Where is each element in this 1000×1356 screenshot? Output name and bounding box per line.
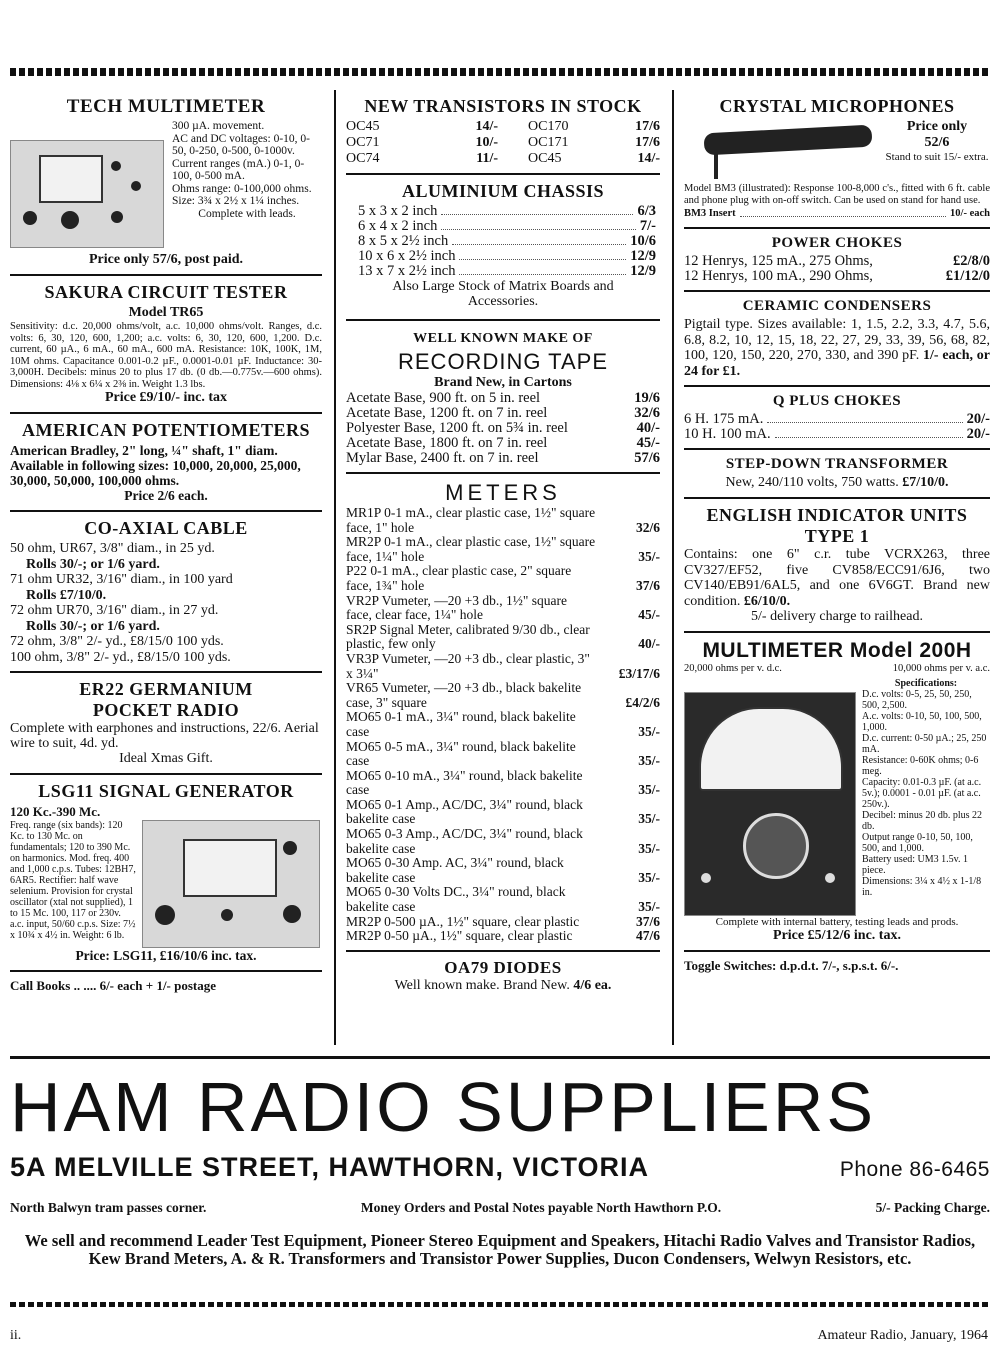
transistor-name: OC45 bbox=[528, 151, 562, 166]
condensers-title: CERAMIC CONDENSERS bbox=[742, 298, 932, 314]
coax-line: Rolls £7/10/0. bbox=[26, 587, 107, 603]
choke-price: £1/12/0 bbox=[945, 268, 990, 284]
meter-row bbox=[346, 652, 660, 681]
qplus-desc: 6 H. 175 mA. bbox=[684, 411, 764, 427]
chassis-row bbox=[358, 264, 656, 279]
chassis-size: 8 x 5 x 2½ inch bbox=[358, 233, 449, 249]
power-chokes-title: POWER CHOKES bbox=[771, 235, 903, 251]
chassis-price: 12/9 bbox=[630, 248, 656, 264]
call-books: Call Books .. .... 6/- each + 1/- postage bbox=[10, 978, 217, 993]
business-phone: Phone 86-6465 bbox=[839, 1158, 990, 1181]
transistor-name: OC171 bbox=[528, 135, 569, 150]
meter-row bbox=[346, 681, 660, 710]
meter-price: 45/- bbox=[638, 607, 660, 623]
transistor-name: OC45 bbox=[346, 119, 380, 134]
chassis-size: 13 x 7 x 2½ inch bbox=[358, 263, 456, 279]
meter-desc: VR65 Vumeter, —20 +3 db., black bakelite case, 3" square bbox=[346, 680, 582, 710]
spec-line: D.c. volts: 0-5, 25, 50, 250, 500, 2,500. bbox=[862, 689, 972, 711]
column-left bbox=[10, 90, 322, 994]
multimeter-200h-image bbox=[684, 692, 856, 916]
column-middle bbox=[346, 90, 660, 994]
meter-desc: MO65 0-1 mA., 3¼" round, black bakelite case bbox=[346, 709, 576, 739]
tech-spec-current: Current ranges (mA.) 0-1, 0-100, 0-500 mA. bbox=[172, 157, 305, 182]
mic-stand: Stand to suit 15/- extra. bbox=[885, 151, 989, 163]
column-divider bbox=[672, 90, 674, 1045]
sakura-price: Price £9/10/- inc. tax bbox=[104, 390, 228, 405]
meter-price: 35/- bbox=[638, 753, 660, 769]
tech-multimeter-title: TECH MULTIMETER bbox=[66, 96, 266, 117]
tape-price: 19/6 bbox=[634, 390, 660, 406]
mic-price: 52/6 bbox=[924, 135, 950, 150]
coax-title: CO-AXIAL CABLE bbox=[84, 518, 248, 538]
transistor-price: 10/- bbox=[475, 135, 498, 150]
meter-desc: MO65 0-10 mA., 3¼" round, black bakelite case bbox=[346, 767, 583, 798]
coax-line: 50 ohm, UR67, 3/8" diam., in 25 yd. bbox=[10, 541, 215, 556]
column-divider bbox=[334, 90, 336, 1045]
journal-citation: Amateur Radio, January, 1964 bbox=[817, 1328, 988, 1343]
transistors-title: NEW TRANSISTORS IN STOCK bbox=[364, 96, 642, 116]
meter-price: 35/- bbox=[638, 548, 660, 564]
packing-charge: 5/- Packing Charge. bbox=[875, 1200, 990, 1215]
toggle-switches: Toggle Switches: d.p.d.t. 7/-, s.p.s.t. 6/-. bbox=[684, 958, 899, 973]
spec-line: Battery used: UM3 1.5v. 1 piece. bbox=[862, 854, 969, 876]
tech-spec-size: Size: 3¾ x 2½ x 1¼ inches. bbox=[172, 195, 300, 207]
qplus-title: Q PLUS CHOKES bbox=[772, 393, 902, 409]
tape-row bbox=[346, 391, 660, 406]
tech-spec-voltages: AC and DC voltages: 0-10, 0-50, 0-250, 0-500, 0-1000v. bbox=[172, 132, 310, 157]
multimeter-200h-complete: Complete with internal battery, testing leads and prods. bbox=[715, 916, 959, 928]
multimeter-200h-price: Price £5/12/6 inc. tax. bbox=[773, 928, 901, 943]
chassis-row bbox=[358, 204, 656, 219]
indicator-delivery: 5/- delivery charge to railhead. bbox=[751, 609, 923, 624]
meter-row bbox=[346, 856, 660, 885]
tram-note: North Balwyn tram passes corner. bbox=[10, 1200, 207, 1215]
indicator-price: £6/10/0. bbox=[743, 593, 791, 609]
chassis-size: 5 x 3 x 2 inch bbox=[358, 203, 438, 219]
meter-desc: SR2P Signal Meter, calibrated 9/30 db., clear plastic, few only bbox=[346, 621, 590, 652]
potentiometers-title: AMERICAN POTENTIOMETERS bbox=[21, 420, 311, 440]
transformer-price: £7/10/0. bbox=[902, 475, 949, 490]
transistor-row bbox=[346, 135, 660, 151]
meter-price: 37/6 bbox=[635, 577, 660, 593]
meter-row bbox=[346, 827, 660, 856]
meter-price: 35/- bbox=[638, 723, 660, 739]
qplus-price: 20/- bbox=[966, 426, 990, 442]
transformer-title: STEP-DOWN TRANSFORMER bbox=[725, 456, 949, 472]
condensers-price: 1/- each, or 24 for £1. bbox=[684, 348, 991, 379]
tape-row bbox=[346, 421, 660, 436]
transistor-name: OC74 bbox=[346, 151, 380, 166]
business-address: 5A MELVILLE STREET, HAWTHORN, VICTORIA bbox=[10, 1152, 650, 1182]
chassis-row bbox=[358, 234, 656, 249]
coax-line: 72 ohm UR70, 3/16" diam., in 27 yd. bbox=[10, 603, 219, 618]
spec-line: Output range 0-10, 50, 100, 500, and 1,000. bbox=[862, 832, 973, 854]
bottom-border bbox=[10, 1302, 990, 1307]
spec-line: Resistance: 0-60K ohms; 0-6 meg. bbox=[862, 755, 979, 777]
column-right bbox=[684, 90, 990, 974]
transistor-price: 17/6 bbox=[635, 119, 660, 134]
meter-desc: MR2P 0-1 mA., clear plastic case, 1½" square face, 1¼" hole bbox=[346, 534, 596, 564]
transistor-row bbox=[346, 151, 660, 167]
indicator-text: Contains: one 6" c.r. tube VCRX263, three CV327/EF52, five CV858/ECC91/6J6, two CV140/EB91/6AL5, and one 6V6GT. Brand new condition. bbox=[684, 547, 990, 609]
recommendations: We sell and recommend Leader Test Equipment, Pioneer Stereo Equipment and Speakers, Hitachi Radio Valves and Transistor Radios, Kew Brand Meters, A. & R. Transformers and Transistor Power Supplies, Ducon Condensers, Welwyn Resistors, etc. bbox=[24, 1231, 976, 1268]
tape-desc: Acetate Base, 1200 ft. on 7 in. reel bbox=[346, 405, 548, 421]
meter-price: 37/6 bbox=[635, 913, 660, 929]
tape-desc: Polyester Base, 1200 ft. on 5¾ in. reel bbox=[346, 420, 568, 436]
meter-price: £3/17/6 bbox=[618, 665, 660, 681]
qplus-price: 20/- bbox=[966, 411, 990, 427]
transistor-price: 17/6 bbox=[635, 135, 660, 150]
tape-subtitle: Brand New, in Cartons bbox=[434, 375, 572, 390]
meter-row bbox=[346, 564, 660, 593]
meter-row bbox=[346, 885, 660, 914]
tape-price: 32/6 bbox=[634, 405, 660, 421]
tape-desc: Acetate Base, 900 ft. on 5 in. reel bbox=[346, 390, 541, 406]
meter-price: 35/- bbox=[638, 811, 660, 827]
tape-desc: Mylar Base, 2400 ft. on 7 in. reel bbox=[346, 450, 539, 466]
tape-price: 57/6 bbox=[634, 450, 660, 466]
specs-title: Specifications: bbox=[894, 678, 958, 689]
mic-insert-price: 10/- each bbox=[950, 208, 990, 219]
er22-gift: Ideal Xmas Gift. bbox=[119, 751, 213, 766]
tape-title: RECORDING TAPE bbox=[398, 349, 608, 374]
chassis-size: 6 x 4 x 2 inch bbox=[358, 218, 438, 234]
choke-desc: 12 Henrys, 100 mA., 290 Ohms, bbox=[684, 268, 873, 284]
meters-title: METERS bbox=[445, 480, 561, 505]
spec-line: Decibel: minus 20 db. plus 22 db. bbox=[862, 810, 982, 832]
er22-title: ER22 GERMANIUM bbox=[79, 679, 253, 699]
coax-line: 71 ohm UR32, 3/16" diam., in 100 yard bbox=[10, 572, 233, 587]
meter-desc: P22 0-1 mA., clear plastic case, 2" square face, 1¾" hole bbox=[346, 563, 572, 593]
meter-desc: MR2P 0-50 µA., 1½" square, clear plastic bbox=[346, 928, 573, 944]
coax-line: Rolls 30/-; or 1/6 yard. bbox=[26, 556, 160, 572]
er22-subtitle: POCKET RADIO bbox=[92, 700, 240, 720]
meter-desc: MR2P 0-500 µA., 1½" square, clear plastic bbox=[346, 913, 580, 929]
spec-line: Capacity: 0.01-0.3 µF. (at a.c. 5v.); 0.0001 - 0.01 µF. (at a.c. 250v.). bbox=[862, 777, 982, 810]
microphone-image bbox=[684, 119, 884, 183]
spec-line: Dimensions: 3¼ x 4½ x 1-1/8 in. bbox=[862, 876, 982, 898]
meter-row bbox=[346, 594, 660, 623]
diodes-title: OA79 DIODES bbox=[444, 957, 562, 977]
meter-row bbox=[346, 710, 660, 739]
transistor-name: OC71 bbox=[346, 135, 380, 150]
condensers-text: Pigtail type. Sizes available: 1, 1.5, 2.2, 3.3, 4.7, 5.6, 6.8, 8.2, 10, 12, 15, 18, 22, 27, 29, 33, 39, 56, 68, 82, 100, 120, 150, 220, 270, 330, and 390 pF. bbox=[684, 317, 990, 363]
meter-price: 35/- bbox=[638, 869, 660, 885]
sakura-title: SAKURA CIRCUIT TESTER bbox=[44, 282, 288, 302]
tech-price: Price only 57/6, post paid. bbox=[88, 252, 243, 267]
chassis-row bbox=[358, 249, 656, 264]
coax-line: 100 ohm, 3/8" 2/- yd., £8/15/0 100 yds. bbox=[10, 649, 231, 665]
page-number: ii. bbox=[10, 1328, 22, 1343]
tape-intro: WELL KNOWN MAKE OF bbox=[413, 331, 593, 346]
sakura-spec: Sensitivity: d.c. 20,000 ohms/volt, a.c. 10,000 ohms/volt. Ranges, d.c. volts: 6, 30, 120, 600, 1,200; a.c. volts: 6, 30, 120, 600, 1,200. D.c. current, 60 µA., 6 mA., 60 mA., 600 mA. Resistance: 10K, 100K, 1M, 10M ohms. Capacitance 0.001-0.2 µF., 0.0001-0.01 µF. Inductance: 30-3,000H. Decibels: minus 20 to plus 17 db. (0 db.—0.775v.—600 ohms). Dimensions: 4⅛ x 6¼ x 2⅜ in. Weight 1.3 lbs. bbox=[10, 321, 322, 390]
lsg11-price: Price: LSG11, £16/10/6 inc. tax. bbox=[75, 948, 257, 963]
business-name: HAM RADIO SUPPLIERS bbox=[10, 1068, 877, 1146]
lsg11-freq: 120 Kc.-390 Mc. bbox=[10, 804, 101, 819]
tech-spec-movement: 300 µA. movement. bbox=[172, 120, 265, 132]
mic-text: Model BM3 (illustrated): Response 100-8,000 c's., fitted with 6 ft. cable and phone plug with on-off switch. Can be used on stand for hand use. bbox=[684, 183, 990, 206]
transistor-name: OC170 bbox=[528, 119, 569, 134]
chassis-price: 7/- bbox=[639, 218, 656, 234]
meter-row bbox=[346, 506, 660, 535]
meter-desc: VR3P Vumeter, —20 +3 db., clear plastic, 3" x 3¼" bbox=[346, 650, 590, 681]
qplus-desc: 10 H. 100 mA. bbox=[684, 426, 771, 442]
choke-price: £2/8/0 bbox=[952, 253, 990, 269]
tech-spec-complete: Complete with leads. bbox=[198, 207, 296, 220]
spec-line: D.c. current: 0-50 µA.; 25, 250 mA. bbox=[862, 733, 987, 755]
meter-price: 35/- bbox=[638, 782, 660, 798]
diodes-price: 4/6 ea. bbox=[573, 977, 612, 993]
indicator-title: ENGLISH INDICATOR UNITS bbox=[706, 505, 968, 525]
chassis-size: 10 x 6 x 2½ inch bbox=[358, 248, 456, 264]
tech-multimeter-image bbox=[10, 140, 164, 248]
meter-price: 35/- bbox=[638, 899, 660, 915]
meter-desc: MO65 0-30 Volts DC., 3¼" round, black bakelite case bbox=[346, 884, 566, 915]
meter-row bbox=[346, 769, 660, 798]
meter-price: 47/6 bbox=[635, 928, 660, 944]
meter-row bbox=[346, 623, 660, 652]
multimeter-200h-ac: 10,000 ohms per v. a.c. bbox=[892, 663, 990, 674]
meters-list bbox=[346, 506, 660, 944]
meter-price: £4/2/6 bbox=[625, 694, 660, 710]
potentiometers-text: American Bradley, 2" long, ¼" shaft, 1" diam. Available in following sizes: 10,000, 20,000, 25,000, 30,000, 50,000, 100,000 ohms. bbox=[10, 443, 301, 488]
tape-price: 40/- bbox=[636, 420, 660, 436]
tech-spec-ohms: Ohms range: 0-100,000 ohms. bbox=[172, 182, 312, 195]
er22-text: Complete with earphones and instructions, 22/6. Aerial wire to suit, 4d. yd. bbox=[10, 721, 319, 751]
transistor-price: 11/- bbox=[476, 151, 498, 166]
meter-price: 35/- bbox=[638, 840, 660, 856]
microphones-title: CRYSTAL MICROPHONES bbox=[719, 96, 955, 116]
chassis-row bbox=[358, 219, 656, 234]
chassis-price: 12/9 bbox=[630, 263, 656, 279]
transistor-price: 14/- bbox=[637, 151, 660, 166]
lsg11-spec: Freq. range (six bands): 120 Kc. to 130 Mc. on fundamentals; 120 to 390 Mc. on harmonics. Mod. freq. 400 and 1,000 c.p.s. Tubes: 12BH7, 6AR5. Rectifier: half wave selenium. Provision for crystal oscillator (xtal not supplied), 1 to 15 Mc. 100, 117 or 230v. a.c. input, 50/60 c.p.s. Size: 7½ x 10¾ x 4½ in. Weight: 6 lb. bbox=[10, 820, 136, 941]
meter-desc: VR2P Vumeter, —20 +3 db., 1½" square face, clear face, 1¼" hole bbox=[346, 592, 568, 623]
multimeter-200h-title: MULTIMETER Model 200H bbox=[702, 639, 972, 662]
tape-price: 45/- bbox=[636, 435, 660, 451]
coax-line: 72 ohm, 3/8" 2/- yd., £8/15/0 100 yds. bbox=[10, 634, 224, 649]
potentiometers-price: Price 2/6 each. bbox=[124, 488, 208, 503]
meter-desc: MO65 0-3 Amp., AC/DC, 3¼" round, black bakelite case bbox=[346, 826, 583, 856]
chassis-price: 6/3 bbox=[637, 203, 656, 219]
chassis-price: 10/6 bbox=[630, 233, 656, 249]
meter-desc: MO65 0-30 Amp. AC, 3¼" round, black bakelite case bbox=[346, 855, 564, 885]
transformer-text: New, 240/110 volts, 750 watts. bbox=[725, 475, 899, 490]
tape-row bbox=[346, 436, 660, 451]
money-orders-note: Money Orders and Postal Notes payable North Hawthorn P.O. bbox=[360, 1200, 722, 1215]
signal-generator-image bbox=[142, 820, 320, 948]
chassis-title: ALUMINIUM CHASSIS bbox=[401, 181, 605, 201]
meter-desc: MR1P 0-1 mA., clear plastic case, 1½" square face, 1" hole bbox=[346, 505, 596, 535]
spec-line: A.c. volts: 0-10, 50, 100, 500, 1,000. bbox=[862, 711, 982, 733]
sakura-model: Model TR65 bbox=[128, 305, 204, 320]
meter-row bbox=[346, 798, 660, 827]
indicator-type: TYPE 1 bbox=[804, 526, 870, 546]
coax-line: Rolls 30/-; or 1/6 yard. bbox=[26, 618, 160, 634]
tape-desc: Acetate Base, 1800 ft. on 7 in. reel bbox=[346, 435, 548, 451]
transistor-price: 14/- bbox=[475, 119, 498, 134]
meter-price: 32/6 bbox=[635, 519, 660, 535]
tape-row bbox=[346, 406, 660, 421]
tape-row bbox=[346, 451, 660, 466]
choke-desc: 12 Henrys, 125 mA., 275 Ohms, bbox=[684, 253, 873, 269]
meter-desc: MO65 0-5 mA., 3¼" round, black bakelite case bbox=[346, 738, 576, 769]
mic-insert: BM3 Insert bbox=[684, 208, 736, 219]
lsg11-title: LSG11 SIGNAL GENERATOR bbox=[38, 781, 294, 801]
multimeter-200h-dc: 20,000 ohms per v. d.c. bbox=[684, 663, 782, 674]
transistor-row bbox=[346, 119, 660, 135]
multimeter-specs bbox=[862, 689, 990, 898]
top-border bbox=[10, 68, 990, 76]
meter-row bbox=[346, 535, 660, 564]
meter-row bbox=[346, 929, 660, 944]
meter-row bbox=[346, 740, 660, 769]
meter-desc: MO65 0-1 Amp., AC/DC, 3¼" round, black bakelite case bbox=[346, 796, 583, 827]
mic-price-label: Price only bbox=[906, 119, 968, 134]
diodes-text: Well known make. Brand New. bbox=[394, 977, 570, 993]
meter-price: 40/- bbox=[638, 636, 660, 652]
chassis-note: Also Large Stock of Matrix Boards and Accessories. bbox=[392, 279, 614, 309]
meter-row bbox=[346, 915, 660, 930]
